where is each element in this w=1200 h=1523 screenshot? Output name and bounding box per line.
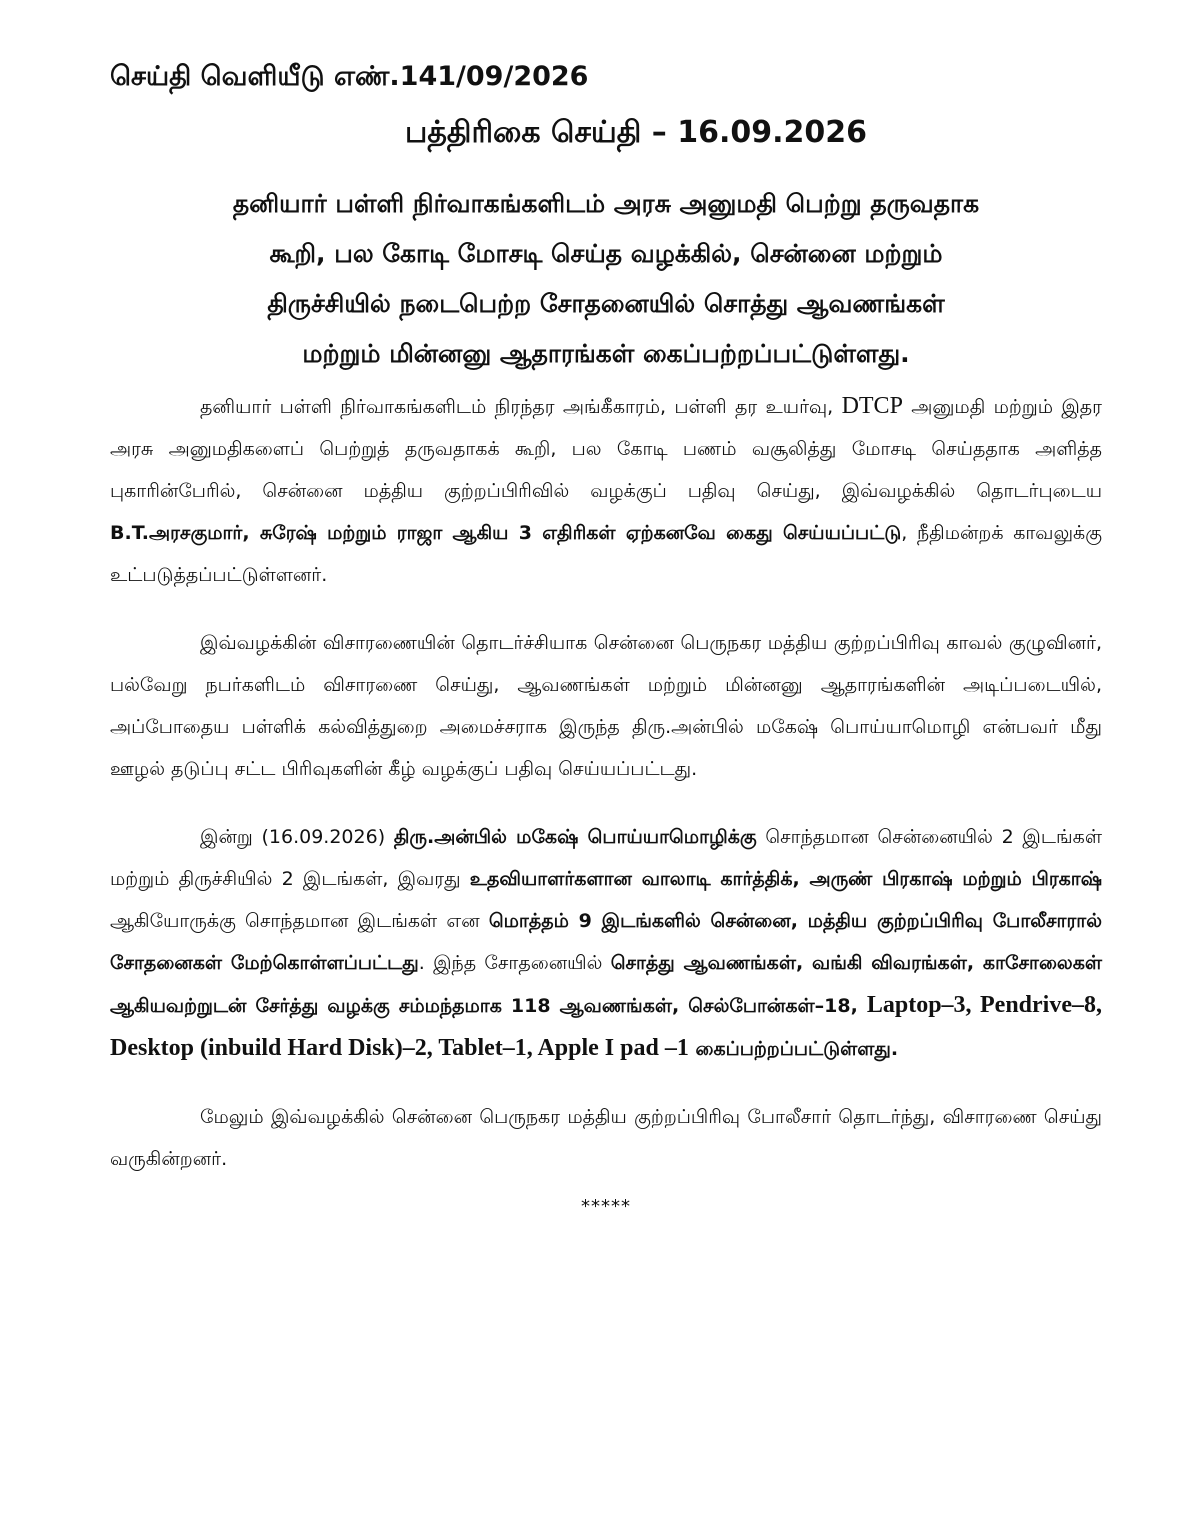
dtcp-term: DTCP	[841, 393, 903, 419]
paragraph-3-text-d: . இந்த சோதனையில்	[418, 952, 611, 974]
headline-line-1: தனியார் பள்ளி நிர்வாகங்களிடம் அரசு அனுமதி பெற்று தருவதாக	[232, 189, 980, 218]
paragraph-4: மேலும் இவ்வழக்கில் சென்னை பெருநகர மத்திய குற்றப்பிரிவு போலீசார் தொடர்ந்து, விசாரணை செய்து வருகின்றனர்.	[110, 1106, 1103, 1170]
seized-devices: Laptop–3, Pendrive–8, Desktop (inbuild Hard Disk)–2, Tablet–1, Apple I pad –1	[110, 992, 1102, 1061]
press-title: பத்திரிகை செய்தி – 16.09.2026	[405, 115, 867, 150]
assistant-names: உதவியாளர்களான வாலாடி கார்த்திக், அருண் பிரகாஷ் மற்றும் பிரகாஷ்	[469, 868, 1102, 890]
search-locations: மொத்தம் 9 இடங்களில் சென்னை, மத்திய குற்றப்பிரிவு போலீசாரால் சோதனைகள் மேற்கொள்ளப்பட்டது	[110, 910, 1102, 974]
headline-line-4: மற்றும் மின்னனு ஆதாரங்கள் கைப்பற்றப்பட்டுள்ளது.	[302, 339, 910, 368]
paragraph-3-text-c: ஆகியோருக்கு சொந்தமான இடங்கள் என	[110, 910, 489, 932]
paragraph-1-text-b: அனுமதி மற்றும் இதர அரசு அனுமதிகளைப் பெற்றுத் தருவதாகக் கூறி, பல கோடி பணம் வசூலித்து மோசடி செய்ததாக அளித்த புகாரின்பேரில், சென்னை மத்திய குற்றப்பிரிவில் வழக்குப் பதிவு செய்து, இவ்வழக்கில் தொடர்புடைய	[110, 396, 1102, 502]
end-mark: *****	[581, 1196, 631, 1217]
press-release-page	[110, 55, 1102, 1217]
release-number: செய்தி வெளியீடு எண்.141/09/2026	[110, 61, 589, 92]
seized-suffix: கைப்பற்றப்பட்டுள்ளது.	[688, 1038, 899, 1060]
paragraph-3-text-b: சொந்தமான சென்னையில் 2 இடங்கள் மற்றும் திருச்சியில் 2 இடங்கள், இவரது	[110, 826, 1102, 890]
minister-name: திரு.அன்பில் மகேஷ் பொய்யாமொழிக்கு	[393, 826, 757, 848]
paragraph-1	[110, 385, 1102, 596]
paragraph-3	[110, 816, 1102, 1070]
paragraph-2: இவ்வழக்கின் விசாரணையின் தொடர்ச்சியாக சென்னை பெருநகர மத்திய குற்றப்பிரிவு காவல் குழுவினர், பல்வேறு நபர்களிடம் விசாரணை செய்து, ஆவணங்கள் மற்றும் மின்னனு ஆதாரங்களின் அடிப்படையில், அப்போதைய பள்ளிக் கல்வித்துறை அமைச்சராக இருந்த திரு.அன்பில் மகேஷ் பொய்யாமொழி என்பவர் மீது ஊழல் தடுப்பு சட்ட பிரிவுகளின் கீழ் வழக்குப் பதிவு செய்யப்பட்டது.	[110, 632, 1102, 780]
headline	[110, 179, 1102, 379]
paragraph-3-text-a: இன்று (16.09.2026)	[200, 826, 394, 848]
headline-line-3: திருச்சியில் நடைபெற்ற சோதனையில் சொத்து ஆவணங்கள்	[267, 289, 945, 318]
paragraph-1-text-c: , நீதிமன்றக் காவலுக்கு உட்படுத்தப்பட்டுள்ளனர்.	[110, 522, 1102, 586]
paragraph-1-text-a: தனியார் பள்ளி நிர்வாகங்களிடம் நிரந்தர அங்கீகாரம், பள்ளி தர உயர்வு,	[200, 396, 834, 418]
headline-line-2: கூறி, பல கோடி மோசடி செய்த வழக்கில், சென்னை மற்றும்	[269, 239, 943, 268]
accused-names: B.T.அரசகுமார், சுரேஷ் மற்றும் ராஜா ஆகிய 3 எதிரிகள் ஏற்கனவே கைது செய்யப்பட்டு	[110, 522, 902, 544]
seized-documents: சொத்து ஆவணங்கள், வங்கி விவரங்கள், காசோலைகள் ஆகியவற்றுடன் சேர்த்து வழக்கு சம்மந்தமாக 118 ஆவணங்கள், செல்போன்கள்–18,	[110, 952, 1102, 1017]
